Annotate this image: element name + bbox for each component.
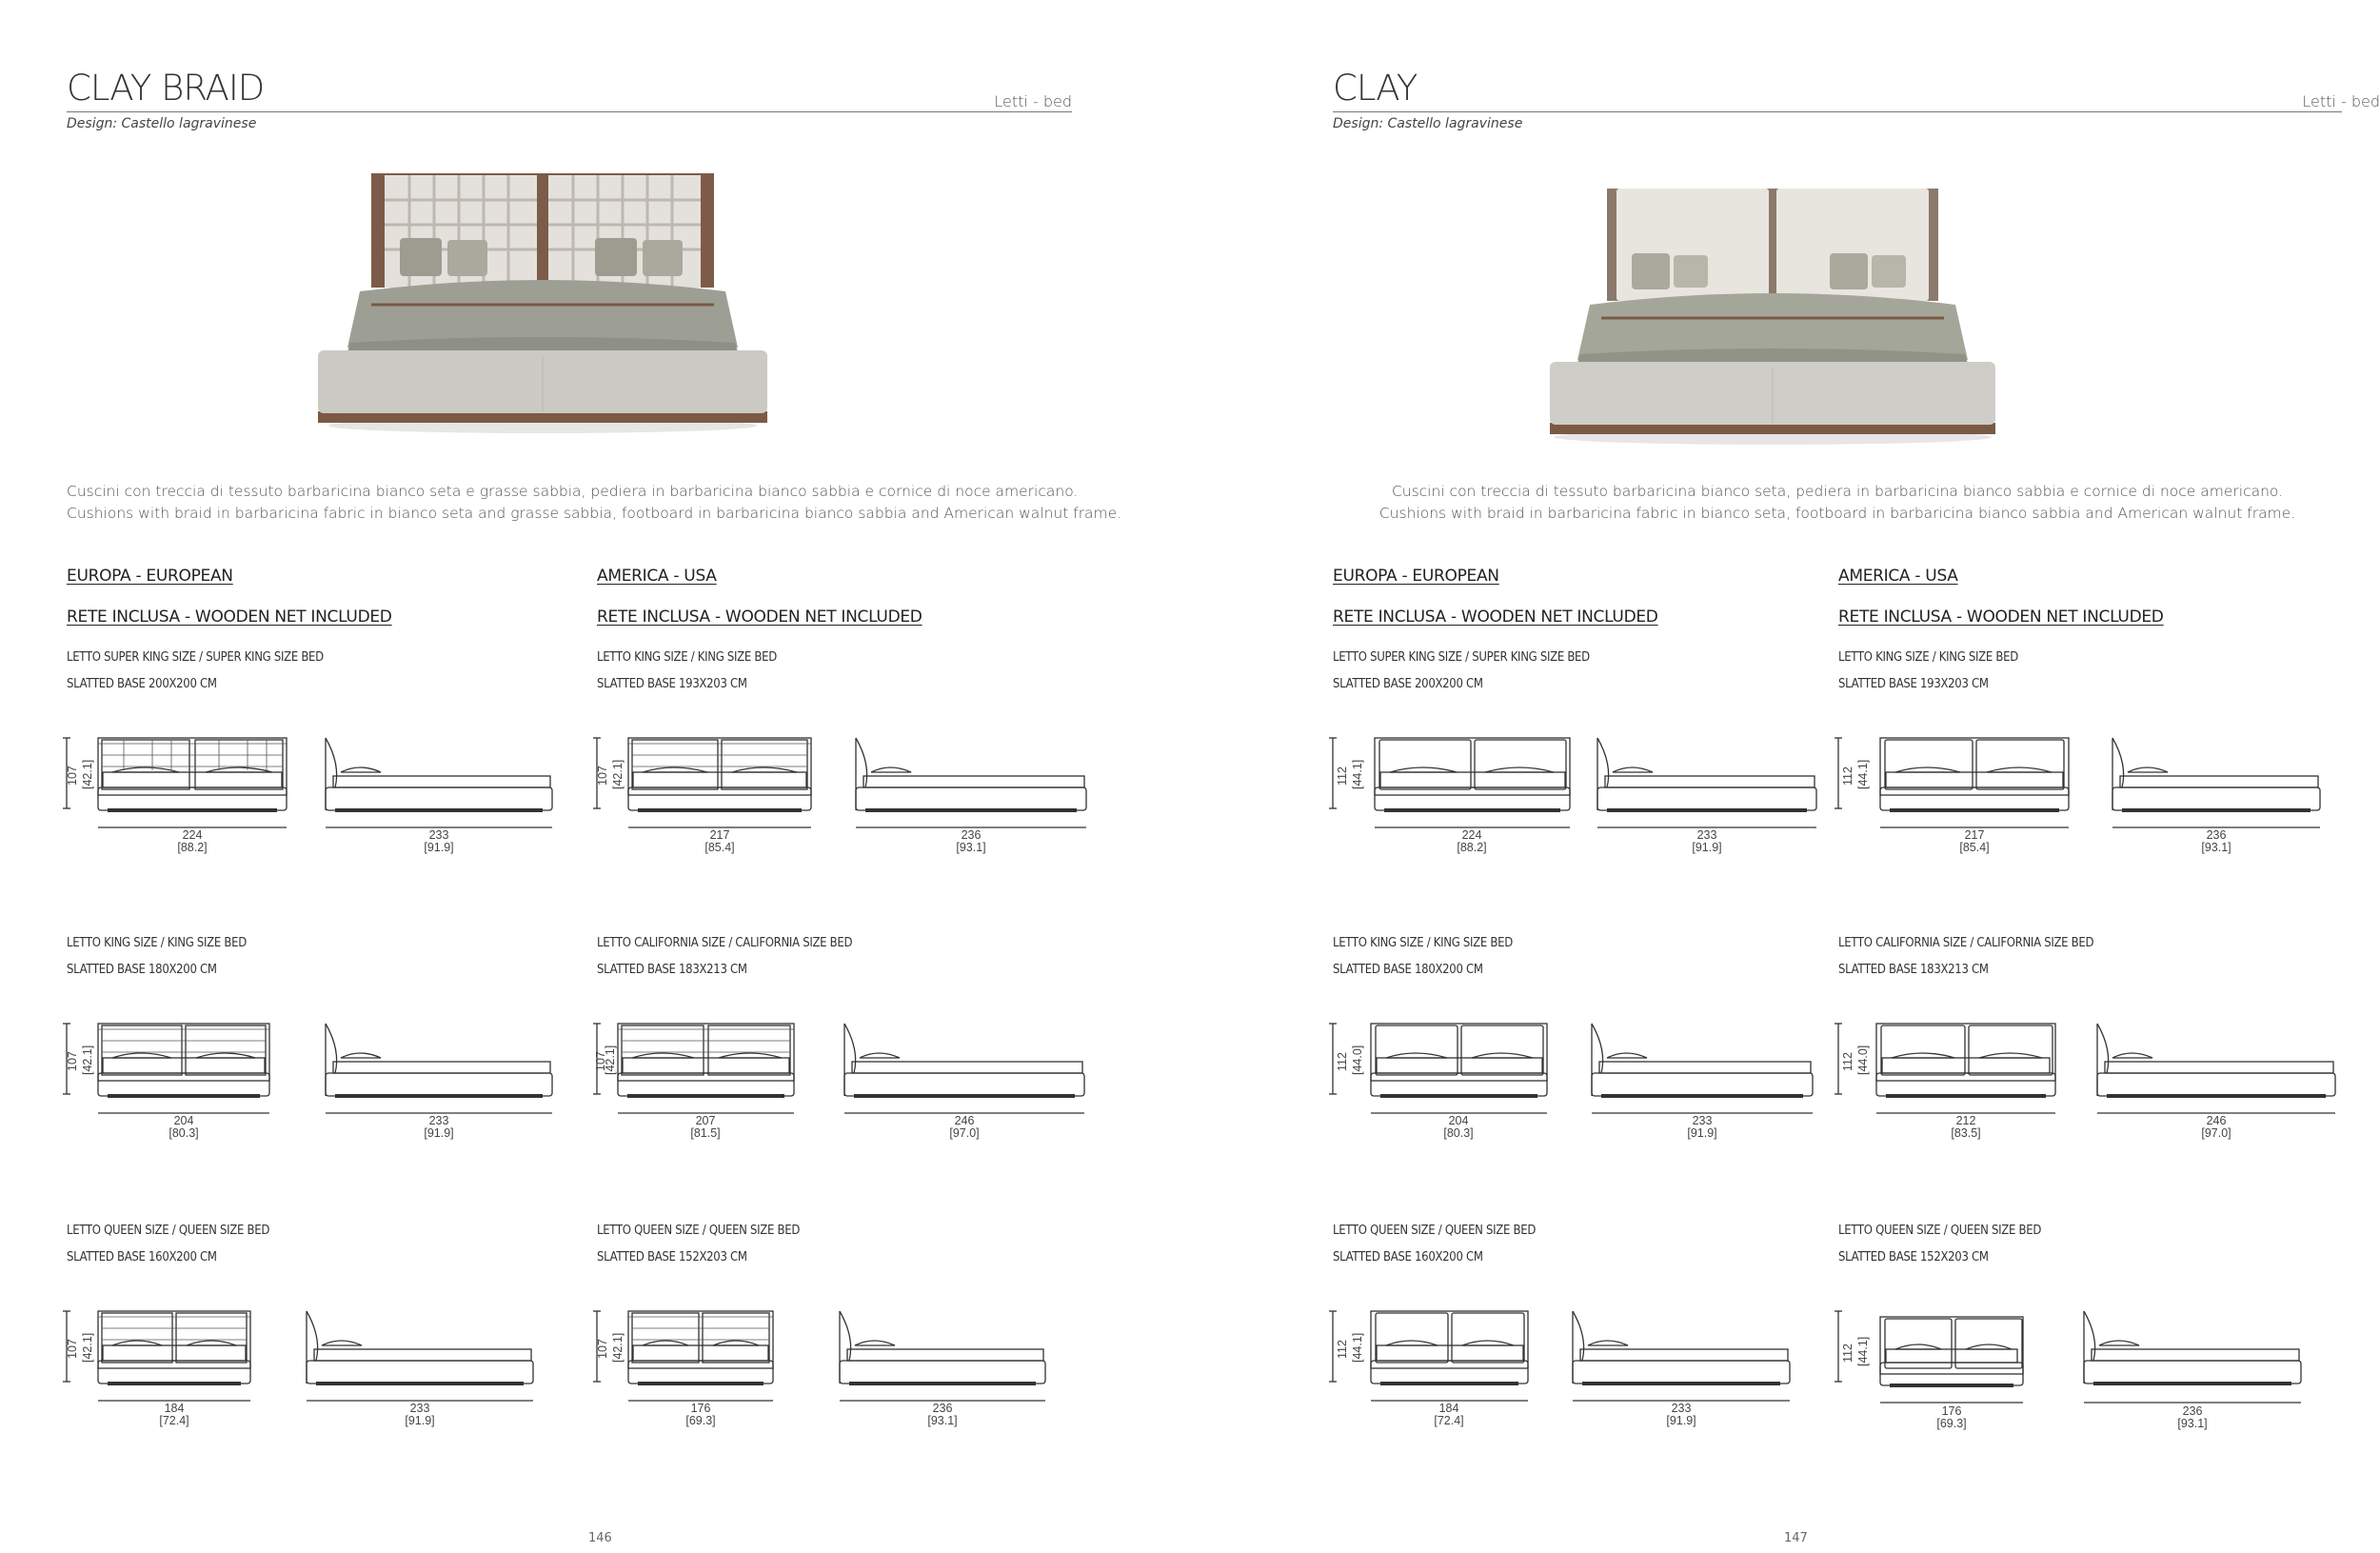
bed-size-title: LETTO CALIFORNIA SIZE / CALIFORNIA SIZE BED: [597, 936, 853, 950]
height-inches-label: [44.1]: [1351, 1332, 1364, 1363]
region-heading: EUROPA - EUROPEAN: [67, 567, 233, 586]
product-title: CLAY BRAID: [67, 68, 265, 109]
bed-dimension-drawing: [597, 1290, 1111, 1462]
width-inches-label: [69.3]: [1936, 1417, 1967, 1430]
depth-inches-label: [93.1]: [2177, 1417, 2208, 1430]
height-inches-label: [44.0]: [1351, 1045, 1364, 1075]
height-label: 107: [596, 766, 609, 786]
depth-inches-label: [91.9]: [424, 841, 454, 854]
page-clay: [1190, 0, 2380, 1553]
slatted-base: SLATTED BASE 160X200 CM: [1333, 1250, 1483, 1264]
height-label: 107: [66, 1051, 79, 1071]
depth-inches-label: [91.9]: [405, 1414, 435, 1427]
depth-inches-label: [93.1]: [956, 841, 986, 854]
depth-inches-label: [91.9]: [1692, 841, 1722, 854]
bed-dimension-drawing: [67, 1290, 581, 1462]
bed-dimension-drawing: [1333, 1003, 1828, 1174]
width-label: 176: [1941, 1404, 1962, 1418]
height-label: 112: [1336, 767, 1349, 786]
bed-size-title: LETTO KING SIZE / KING SIZE BED: [67, 936, 247, 950]
column-usa: [594, 0, 1111, 1553]
slatted-base: SLATTED BASE 160X200 CM: [67, 1250, 217, 1264]
depth-inches-label: [97.0]: [2201, 1126, 2231, 1140]
height-label: 112: [1336, 1340, 1349, 1359]
height-label: 107: [66, 1339, 79, 1359]
column-europe: [67, 0, 581, 1553]
column-europe: [1333, 0, 1828, 1553]
slatted-base: SLATTED BASE 180X200 CM: [1333, 963, 1483, 977]
height-inches-label: [42.1]: [604, 1045, 617, 1075]
region-heading: AMERICA - USA: [1838, 567, 1958, 586]
description-italian: Cuscini con treccia di tessuto barbaricina bianco seta e grasse sabbia, pediera in barbaricina bianco sabbia e cornice di noce americano.: [67, 483, 1079, 500]
description-english: Cushions with braid in barbaricina fabric in bianco seta and grasse sabbia, footboard in barbaricina bianco sabbia and American walnut frame.: [67, 505, 1122, 522]
column-usa: [1838, 0, 2352, 1553]
bed-dimension-drawing: [1838, 1003, 2352, 1174]
width-inches-label: [80.3]: [169, 1126, 199, 1140]
depth-label: 233: [428, 1114, 449, 1127]
depth-inches-label: [93.1]: [2201, 841, 2231, 854]
depth-label: 233: [428, 828, 449, 842]
slatted-base: SLATTED BASE 200X200 CM: [1333, 677, 1483, 691]
height-label: 112: [1841, 767, 1854, 786]
depth-label: 236: [932, 1402, 953, 1415]
bed-dimension-drawing: [1333, 1290, 1828, 1462]
description-english: Cushions with braid in barbaricina fabric in bianco seta, footboard in barbaricina bianco sabbia and American walnut frame.: [1378, 505, 2296, 522]
bed-dimension-drawing: [594, 1003, 1111, 1174]
bed-size-title: LETTO KING SIZE / KING SIZE BED: [597, 650, 777, 665]
depth-label: 233: [1692, 1114, 1713, 1127]
net-included-heading: RETE INCLUSA - WOODEN NET INCLUDED: [1333, 607, 1658, 627]
width-inches-label: [85.4]: [704, 841, 735, 854]
height-inches-label: [42.1]: [611, 759, 625, 789]
height-label: 107: [66, 766, 79, 786]
bed-size-title: LETTO QUEEN SIZE / QUEEN SIZE BED: [67, 1224, 270, 1238]
product-category: Letti - bed: [994, 92, 1072, 110]
designer-credit: Design: Castello lagravinese: [1333, 116, 1523, 131]
designer-credit: Design: Castello lagravinese: [67, 116, 257, 131]
width-label: 217: [709, 828, 730, 842]
width-inches-label: [69.3]: [685, 1414, 716, 1427]
width-label: 207: [695, 1114, 716, 1127]
width-inches-label: [88.2]: [177, 841, 208, 854]
slatted-base: SLATTED BASE 152X203 CM: [597, 1250, 747, 1264]
bed-size-title: LETTO QUEEN SIZE / QUEEN SIZE BED: [1333, 1224, 1537, 1238]
width-label: 176: [690, 1402, 711, 1415]
slatted-base: SLATTED BASE 183X213 CM: [1838, 963, 1989, 977]
bed-size-title: LETTO SUPER KING SIZE / SUPER KING SIZE BED: [67, 650, 324, 665]
width-inches-label: [83.5]: [1951, 1126, 1981, 1140]
product-title: CLAY: [1333, 68, 1418, 109]
width-label: 212: [1955, 1114, 1976, 1127]
depth-label: 246: [954, 1114, 975, 1127]
bed-dimension-drawing: [597, 717, 1111, 888]
depth-inches-label: [93.1]: [927, 1414, 958, 1427]
bed-dimension-drawing: [1838, 717, 2352, 888]
width-inches-label: [72.4]: [159, 1414, 189, 1427]
width-inches-label: [88.2]: [1457, 841, 1487, 854]
slatted-base: SLATTED BASE 193X203 CM: [1838, 677, 1989, 691]
slatted-base: SLATTED BASE 152X203 CM: [1838, 1250, 1989, 1264]
net-included-heading: RETE INCLUSA - WOODEN NET INCLUDED: [1838, 607, 2164, 627]
bed-dimension-drawing: [1838, 1290, 2352, 1462]
bed-dimension-drawing: [67, 717, 581, 888]
slatted-base: SLATTED BASE 193X203 CM: [597, 677, 747, 691]
bed-size-title: LETTO QUEEN SIZE / QUEEN SIZE BED: [1838, 1224, 2042, 1238]
height-inches-label: [42.1]: [81, 759, 94, 789]
height-label: 112: [1841, 1344, 1854, 1363]
slatted-base: SLATTED BASE 200X200 CM: [67, 677, 217, 691]
width-label: 204: [1448, 1114, 1469, 1127]
height-inches-label: [42.1]: [81, 1045, 94, 1075]
bed-dimension-drawing: [1333, 717, 1828, 888]
page-number: 147: [1784, 1531, 1808, 1545]
bed-dimension-drawing: [67, 1003, 581, 1174]
bed-size-title: LETTO QUEEN SIZE / QUEEN SIZE BED: [597, 1224, 801, 1238]
width-label: 184: [164, 1402, 185, 1415]
depth-label: 236: [961, 828, 982, 842]
width-label: 204: [173, 1114, 194, 1127]
height-inches-label: [44.1]: [1351, 759, 1364, 789]
height-label: 107: [594, 1051, 607, 1071]
depth-inches-label: [91.9]: [1687, 1126, 1717, 1140]
width-label: 184: [1438, 1402, 1459, 1415]
width-inches-label: [81.5]: [690, 1126, 721, 1140]
depth-label: 233: [1696, 828, 1717, 842]
bed-size-title: LETTO KING SIZE / KING SIZE BED: [1838, 650, 2018, 665]
height-label: 112: [1336, 1052, 1349, 1071]
region-heading: EUROPA - EUROPEAN: [1333, 567, 1499, 586]
height-inches-label: [44.1]: [1856, 759, 1870, 789]
width-inches-label: [80.3]: [1443, 1126, 1474, 1140]
depth-label: 246: [2206, 1114, 2227, 1127]
height-inches-label: [44.1]: [1856, 1336, 1870, 1366]
width-label: 224: [182, 828, 203, 842]
slatted-base: SLATTED BASE 180X200 CM: [67, 963, 217, 977]
depth-inches-label: [97.0]: [949, 1126, 980, 1140]
bed-size-title: LETTO SUPER KING SIZE / SUPER KING SIZE BED: [1333, 650, 1590, 665]
height-inches-label: [42.1]: [611, 1332, 625, 1363]
width-inches-label: [72.4]: [1434, 1414, 1464, 1427]
bed-size-title: LETTO KING SIZE / KING SIZE BED: [1333, 936, 1513, 950]
region-heading: AMERICA - USA: [597, 567, 717, 586]
height-label: 112: [1841, 1052, 1854, 1071]
page-number: 146: [588, 1531, 612, 1545]
bed-size-title: LETTO CALIFORNIA SIZE / CALIFORNIA SIZE BED: [1838, 936, 2094, 950]
depth-label: 236: [2206, 828, 2227, 842]
description-italian: Cuscini con treccia di tessuto barbaricina bianco seta, pediera in barbaricina bianco sabbia e cornice di noce americano.: [1391, 483, 2284, 500]
depth-label: 233: [409, 1402, 430, 1415]
net-included-heading: RETE INCLUSA - WOODEN NET INCLUDED: [597, 607, 922, 627]
depth-label: 236: [2182, 1404, 2203, 1418]
width-label: 217: [1964, 828, 1985, 842]
slatted-base: SLATTED BASE 183X213 CM: [597, 963, 747, 977]
net-included-heading: RETE INCLUSA - WOODEN NET INCLUDED: [67, 607, 392, 627]
depth-inches-label: [91.9]: [1666, 1414, 1696, 1427]
width-inches-label: [85.4]: [1959, 841, 1990, 854]
depth-inches-label: [91.9]: [424, 1126, 454, 1140]
height-inches-label: [44.0]: [1856, 1045, 1870, 1075]
depth-label: 233: [1671, 1402, 1692, 1415]
height-label: 107: [596, 1339, 609, 1359]
product-category: Letti - bed: [2302, 92, 2380, 110]
width-label: 224: [1461, 828, 1482, 842]
height-inches-label: [42.1]: [81, 1332, 94, 1363]
